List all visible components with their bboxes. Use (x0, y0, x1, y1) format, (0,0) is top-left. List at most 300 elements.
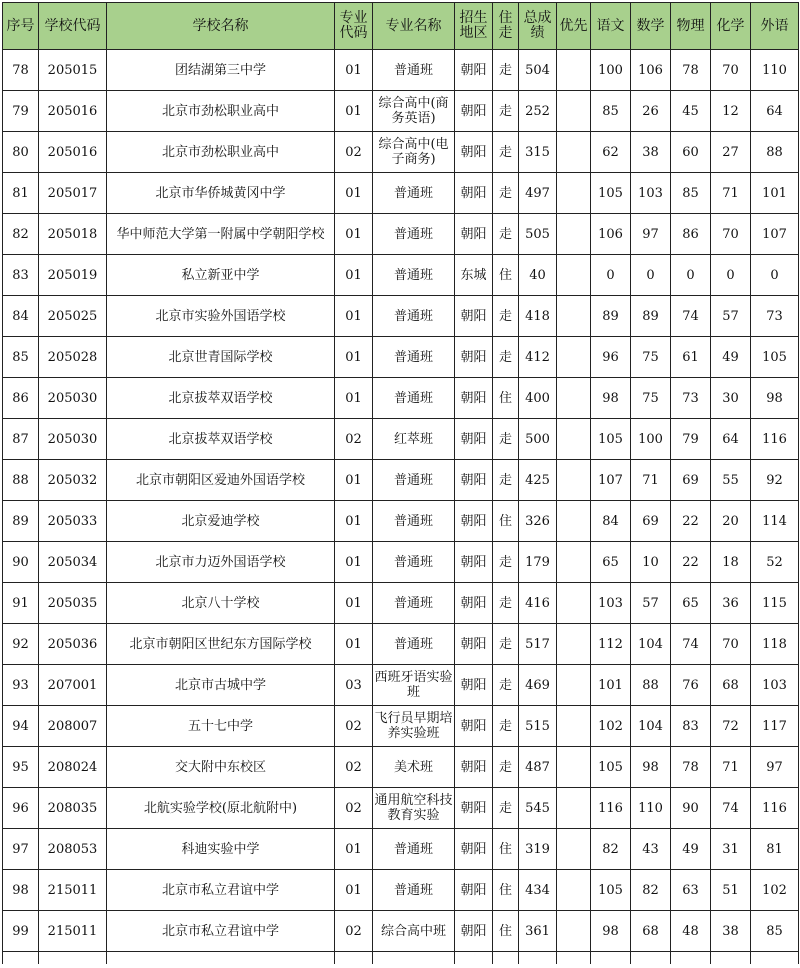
col-math-cell: 110 (631, 788, 671, 829)
col-english-cell: 81 (751, 829, 799, 870)
table-row (3, 583, 799, 624)
col-boarding-cell: 走 (493, 91, 519, 132)
col-math-cell: 71 (631, 460, 671, 501)
col-school-name-cell: 私立新亚中学 (107, 255, 335, 296)
col-priority-cell (557, 747, 591, 788)
col-chinese-cell: 116 (591, 788, 631, 829)
col-chinese-cell: 89 (591, 296, 631, 337)
col-school-name-cell: 科迪实验中学 (107, 829, 335, 870)
col-chemistry-cell: 30 (711, 378, 751, 419)
col-chemistry-cell: 36 (711, 583, 751, 624)
col-major-code-cell: 01 (335, 501, 373, 542)
col-school-code-cell: 207001 (39, 665, 107, 706)
col-school-name-cell: 北京市劲松职业高中 (107, 132, 335, 173)
col-index-cell: 80 (3, 132, 39, 173)
col-physics-cell: 78 (671, 747, 711, 788)
table-row (3, 378, 799, 419)
col-chemistry-header: 化学 (711, 3, 751, 50)
col-region-cell: 朝阳 (455, 583, 493, 624)
col-index-cell: 96 (3, 788, 39, 829)
col-school-name-cell: 北航实验学校(原北航附中) (107, 788, 335, 829)
col-physics-cell: 79 (671, 419, 711, 460)
col-boarding-cell: 走 (493, 788, 519, 829)
table-row (3, 173, 799, 214)
col-priority-cell (557, 501, 591, 542)
col-chinese-header: 语文 (591, 3, 631, 50)
col-school-code-cell: 215011 (39, 870, 107, 911)
col-physics-cell: 85 (671, 173, 711, 214)
col-english-cell: 117 (751, 706, 799, 747)
col-chemistry-cell: 12 (711, 91, 751, 132)
col-priority-cell (557, 665, 591, 706)
table-row (3, 460, 799, 501)
col-chinese-cell: 112 (591, 624, 631, 665)
col-chinese-cell: 105 (591, 419, 631, 460)
col-region-cell: 朝阳 (455, 91, 493, 132)
col-boarding-cell: 走 (493, 214, 519, 255)
col-school-code-cell: 208024 (39, 747, 107, 788)
table-row (3, 747, 799, 788)
col-english-cell: 97 (751, 747, 799, 788)
header-row (3, 3, 799, 50)
col-total-cell: 179 (519, 542, 557, 583)
col-physics-cell: 49 (671, 829, 711, 870)
empty-cell (671, 952, 711, 964)
col-math-cell: 68 (631, 911, 671, 952)
col-boarding-cell: 走 (493, 542, 519, 583)
col-math-cell: 97 (631, 214, 671, 255)
table-row (3, 337, 799, 378)
col-physics-cell: 60 (671, 132, 711, 173)
col-region-cell: 朝阳 (455, 747, 493, 788)
col-physics-cell: 45 (671, 91, 711, 132)
col-index-cell: 90 (3, 542, 39, 583)
col-index-cell: 91 (3, 583, 39, 624)
col-physics-cell: 48 (671, 911, 711, 952)
col-index-cell: 89 (3, 501, 39, 542)
col-math-cell: 98 (631, 747, 671, 788)
col-boarding-cell: 住 (493, 870, 519, 911)
empty-cell (335, 952, 373, 964)
table-row (3, 296, 799, 337)
col-major-name-cell: 综合高中班 (373, 911, 455, 952)
col-chinese-cell: 62 (591, 132, 631, 173)
col-physics-cell: 74 (671, 296, 711, 337)
col-region-cell: 朝阳 (455, 173, 493, 214)
col-priority-cell (557, 337, 591, 378)
col-chemistry-cell: 68 (711, 665, 751, 706)
col-region-cell: 朝阳 (455, 296, 493, 337)
col-priority-cell (557, 255, 591, 296)
col-english-cell: 52 (751, 542, 799, 583)
empty-cell (493, 952, 519, 964)
col-chemistry-cell: 74 (711, 788, 751, 829)
col-priority-cell (557, 624, 591, 665)
col-english-cell: 116 (751, 419, 799, 460)
col-english-cell: 101 (751, 173, 799, 214)
col-major-code-cell: 01 (335, 378, 373, 419)
col-index-cell: 84 (3, 296, 39, 337)
col-school-code-cell: 205033 (39, 501, 107, 542)
col-region-cell: 朝阳 (455, 788, 493, 829)
col-total-cell: 400 (519, 378, 557, 419)
col-boarding-cell: 走 (493, 296, 519, 337)
col-physics-cell: 73 (671, 378, 711, 419)
col-school-code-cell: 205017 (39, 173, 107, 214)
col-school-name-cell: 北京市古城中学 (107, 665, 335, 706)
col-total-header: 总成绩 (519, 3, 557, 50)
col-priority-cell (557, 132, 591, 173)
col-math-cell: 10 (631, 542, 671, 583)
col-total-cell: 412 (519, 337, 557, 378)
table-row-cutoff (3, 952, 799, 964)
col-school-code-cell: 205034 (39, 542, 107, 583)
col-english-cell: 107 (751, 214, 799, 255)
col-chemistry-cell: 18 (711, 542, 751, 583)
col-english-cell: 118 (751, 624, 799, 665)
col-index-cell: 86 (3, 378, 39, 419)
col-chemistry-cell: 70 (711, 214, 751, 255)
col-major-code-cell: 01 (335, 50, 373, 91)
col-physics-cell: 61 (671, 337, 711, 378)
col-math-cell: 89 (631, 296, 671, 337)
col-chinese-cell: 107 (591, 460, 631, 501)
col-school-code-cell: 208007 (39, 706, 107, 747)
col-chemistry-cell: 55 (711, 460, 751, 501)
col-school-name-cell: 北京市力迈外国语学校 (107, 542, 335, 583)
col-total-cell: 434 (519, 870, 557, 911)
col-math-cell: 103 (631, 173, 671, 214)
col-boarding-cell: 住 (493, 829, 519, 870)
col-school-name-cell: 北京市实验外国语学校 (107, 296, 335, 337)
empty-cell (39, 952, 107, 964)
col-boarding-header: 住走 (493, 3, 519, 50)
col-region-cell: 朝阳 (455, 337, 493, 378)
col-total-cell: 497 (519, 173, 557, 214)
col-total-cell: 425 (519, 460, 557, 501)
col-priority-cell (557, 173, 591, 214)
col-boarding-cell: 住 (493, 501, 519, 542)
col-chinese-cell: 98 (591, 378, 631, 419)
col-priority-cell (557, 296, 591, 337)
col-boarding-cell: 住 (493, 911, 519, 952)
col-boarding-cell: 走 (493, 624, 519, 665)
col-school-code-cell: 205018 (39, 214, 107, 255)
col-major-code-cell: 01 (335, 296, 373, 337)
col-total-cell: 418 (519, 296, 557, 337)
col-school-name-header: 学校名称 (107, 3, 335, 50)
col-total-cell: 416 (519, 583, 557, 624)
col-school-code-cell: 205028 (39, 337, 107, 378)
col-school-name-cell: 北京爱迪学校 (107, 501, 335, 542)
col-school-code-cell: 205016 (39, 132, 107, 173)
col-chemistry-cell: 49 (711, 337, 751, 378)
col-major-name-cell: 通用航空科技教育实验 (373, 788, 455, 829)
col-boarding-cell: 走 (493, 419, 519, 460)
col-school-code-cell: 205025 (39, 296, 107, 337)
col-priority-cell (557, 419, 591, 460)
col-major-name-cell: 普通班 (373, 829, 455, 870)
col-math-cell: 75 (631, 378, 671, 419)
col-major-code-cell: 03 (335, 665, 373, 706)
col-region-cell: 朝阳 (455, 870, 493, 911)
col-index-cell: 87 (3, 419, 39, 460)
col-chemistry-cell: 71 (711, 173, 751, 214)
col-boarding-cell: 走 (493, 747, 519, 788)
col-major-code-cell: 01 (335, 460, 373, 501)
col-physics-header: 物理 (671, 3, 711, 50)
col-math-header: 数学 (631, 3, 671, 50)
col-boarding-cell: 走 (493, 583, 519, 624)
empty-cell (751, 952, 799, 964)
col-chinese-cell: 65 (591, 542, 631, 583)
col-school-name-cell: 北京市劲松职业高中 (107, 91, 335, 132)
col-priority-cell (557, 378, 591, 419)
col-english-cell: 114 (751, 501, 799, 542)
col-chemistry-cell: 0 (711, 255, 751, 296)
col-boarding-cell: 住 (493, 255, 519, 296)
col-index-cell: 79 (3, 91, 39, 132)
table-row (3, 255, 799, 296)
col-priority-cell (557, 829, 591, 870)
empty-cell (519, 952, 557, 964)
col-chemistry-cell: 27 (711, 132, 751, 173)
col-index-cell: 99 (3, 911, 39, 952)
col-total-cell: 40 (519, 255, 557, 296)
col-priority-cell (557, 870, 591, 911)
empty-cell (3, 952, 39, 964)
col-total-cell: 545 (519, 788, 557, 829)
col-school-code-cell: 208035 (39, 788, 107, 829)
col-english-cell: 103 (751, 665, 799, 706)
col-major-code-cell: 01 (335, 829, 373, 870)
col-school-code-cell: 208053 (39, 829, 107, 870)
col-chemistry-cell: 57 (711, 296, 751, 337)
col-major-code-cell: 02 (335, 419, 373, 460)
col-school-name-cell: 团结湖第三中学 (107, 50, 335, 91)
col-math-cell: 104 (631, 706, 671, 747)
col-chemistry-cell: 70 (711, 50, 751, 91)
col-region-cell: 朝阳 (455, 501, 493, 542)
col-school-name-cell: 北京八十学校 (107, 583, 335, 624)
col-index-cell: 81 (3, 173, 39, 214)
col-boarding-cell: 住 (493, 378, 519, 419)
empty-cell (373, 952, 455, 964)
col-chinese-cell: 100 (591, 50, 631, 91)
col-index-cell: 82 (3, 214, 39, 255)
col-priority-cell (557, 214, 591, 255)
col-chemistry-cell: 38 (711, 911, 751, 952)
col-school-name-cell: 北京拔萃双语学校 (107, 378, 335, 419)
col-english-cell: 98 (751, 378, 799, 419)
col-major-name-cell: 普通班 (373, 501, 455, 542)
col-chinese-cell: 101 (591, 665, 631, 706)
col-major-name-cell: 普通班 (373, 337, 455, 378)
table-row (3, 829, 799, 870)
empty-cell (591, 952, 631, 964)
col-physics-cell: 90 (671, 788, 711, 829)
col-total-cell: 487 (519, 747, 557, 788)
col-school-code-cell: 205019 (39, 255, 107, 296)
col-math-cell: 100 (631, 419, 671, 460)
col-major-name-cell: 美术班 (373, 747, 455, 788)
col-total-cell: 252 (519, 91, 557, 132)
col-total-cell: 500 (519, 419, 557, 460)
col-chinese-cell: 105 (591, 747, 631, 788)
col-chinese-cell: 82 (591, 829, 631, 870)
table-row (3, 419, 799, 460)
col-major-name-cell: 普通班 (373, 173, 455, 214)
col-school-code-cell: 205030 (39, 378, 107, 419)
col-total-cell: 515 (519, 706, 557, 747)
col-chinese-cell: 106 (591, 214, 631, 255)
col-chinese-cell: 98 (591, 911, 631, 952)
col-math-cell: 57 (631, 583, 671, 624)
col-region-cell: 朝阳 (455, 624, 493, 665)
col-major-code-cell: 01 (335, 542, 373, 583)
col-english-cell: 64 (751, 91, 799, 132)
col-major-name-cell: 西班牙语实验班 (373, 665, 455, 706)
col-priority-cell (557, 911, 591, 952)
col-region-cell: 朝阳 (455, 50, 493, 91)
col-major-code-cell: 01 (335, 337, 373, 378)
col-index-cell: 98 (3, 870, 39, 911)
col-physics-cell: 65 (671, 583, 711, 624)
col-major-code-cell: 01 (335, 583, 373, 624)
col-math-cell: 104 (631, 624, 671, 665)
col-major-code-cell: 01 (335, 624, 373, 665)
col-major-name-cell: 综合高中(电子商务) (373, 132, 455, 173)
col-major-code-cell: 02 (335, 132, 373, 173)
col-physics-cell: 22 (671, 542, 711, 583)
col-major-name-cell: 普通班 (373, 378, 455, 419)
col-total-cell: 505 (519, 214, 557, 255)
col-physics-cell: 86 (671, 214, 711, 255)
col-major-name-cell: 飞行员早期培养实验班 (373, 706, 455, 747)
col-index-cell: 93 (3, 665, 39, 706)
col-chemistry-cell: 64 (711, 419, 751, 460)
col-math-cell: 26 (631, 91, 671, 132)
col-school-name-cell: 五十七中学 (107, 706, 335, 747)
table-row (3, 132, 799, 173)
col-major-code-cell: 02 (335, 706, 373, 747)
col-english-cell: 85 (751, 911, 799, 952)
col-english-header: 外语 (751, 3, 799, 50)
col-total-cell: 361 (519, 911, 557, 952)
col-physics-cell: 69 (671, 460, 711, 501)
col-priority-cell (557, 460, 591, 501)
col-region-cell: 东城 (455, 255, 493, 296)
col-english-cell: 92 (751, 460, 799, 501)
col-major-name-cell: 普通班 (373, 50, 455, 91)
col-physics-cell: 78 (671, 50, 711, 91)
col-chemistry-cell: 20 (711, 501, 751, 542)
col-chemistry-cell: 72 (711, 706, 751, 747)
empty-cell (631, 952, 671, 964)
col-major-code-cell: 01 (335, 214, 373, 255)
col-school-code-cell: 205036 (39, 624, 107, 665)
table-row (3, 624, 799, 665)
col-major-name-header: 专业名称 (373, 3, 455, 50)
col-english-cell: 115 (751, 583, 799, 624)
empty-cell (711, 952, 751, 964)
col-school-code-cell: 205030 (39, 419, 107, 460)
col-boarding-cell: 走 (493, 337, 519, 378)
col-boarding-cell: 走 (493, 460, 519, 501)
col-boarding-cell: 走 (493, 50, 519, 91)
col-chinese-cell: 85 (591, 91, 631, 132)
col-math-cell: 38 (631, 132, 671, 173)
col-region-cell: 朝阳 (455, 829, 493, 870)
col-total-cell: 504 (519, 50, 557, 91)
col-chinese-cell: 0 (591, 255, 631, 296)
col-physics-cell: 0 (671, 255, 711, 296)
col-chemistry-cell: 71 (711, 747, 751, 788)
table-row (3, 788, 799, 829)
col-priority-header: 优先 (557, 3, 591, 50)
col-major-code-cell: 01 (335, 870, 373, 911)
table-row (3, 214, 799, 255)
score-table (2, 2, 799, 964)
col-major-name-cell: 普通班 (373, 870, 455, 911)
col-chinese-cell: 84 (591, 501, 631, 542)
col-math-cell: 75 (631, 337, 671, 378)
col-school-name-cell: 北京市朝阳区爱迪外国语学校 (107, 460, 335, 501)
col-school-code-cell: 205016 (39, 91, 107, 132)
col-region-cell: 朝阳 (455, 419, 493, 460)
col-physics-cell: 74 (671, 624, 711, 665)
col-major-name-cell: 普通班 (373, 255, 455, 296)
col-region-cell: 朝阳 (455, 460, 493, 501)
col-school-code-header: 学校代码 (39, 3, 107, 50)
col-priority-cell (557, 583, 591, 624)
col-major-name-cell: 普通班 (373, 214, 455, 255)
col-region-cell: 朝阳 (455, 542, 493, 583)
table-row (3, 91, 799, 132)
col-school-name-cell: 北京市私立君谊中学 (107, 870, 335, 911)
col-total-cell: 517 (519, 624, 557, 665)
col-school-name-cell: 北京市朝阳区世纪东方国际学校 (107, 624, 335, 665)
col-physics-cell: 76 (671, 665, 711, 706)
col-major-name-cell: 红萃班 (373, 419, 455, 460)
col-major-code-cell: 01 (335, 173, 373, 214)
col-english-cell: 102 (751, 870, 799, 911)
col-math-cell: 43 (631, 829, 671, 870)
col-total-cell: 315 (519, 132, 557, 173)
col-region-header: 招生地区 (455, 3, 493, 50)
col-boarding-cell: 走 (493, 132, 519, 173)
col-chinese-cell: 103 (591, 583, 631, 624)
col-region-cell: 朝阳 (455, 378, 493, 419)
col-school-name-cell: 交大附中东校区 (107, 747, 335, 788)
col-school-code-cell: 205032 (39, 460, 107, 501)
col-priority-cell (557, 50, 591, 91)
col-english-cell: 116 (751, 788, 799, 829)
col-major-name-cell: 普通班 (373, 296, 455, 337)
col-index-cell: 94 (3, 706, 39, 747)
col-index-cell: 92 (3, 624, 39, 665)
col-chinese-cell: 105 (591, 870, 631, 911)
col-major-name-cell: 综合高中(商务英语) (373, 91, 455, 132)
col-major-code-cell: 01 (335, 255, 373, 296)
col-boarding-cell: 走 (493, 706, 519, 747)
col-chinese-cell: 96 (591, 337, 631, 378)
col-region-cell: 朝阳 (455, 214, 493, 255)
col-physics-cell: 22 (671, 501, 711, 542)
col-major-code-cell: 02 (335, 747, 373, 788)
col-chinese-cell: 102 (591, 706, 631, 747)
col-total-cell: 469 (519, 665, 557, 706)
